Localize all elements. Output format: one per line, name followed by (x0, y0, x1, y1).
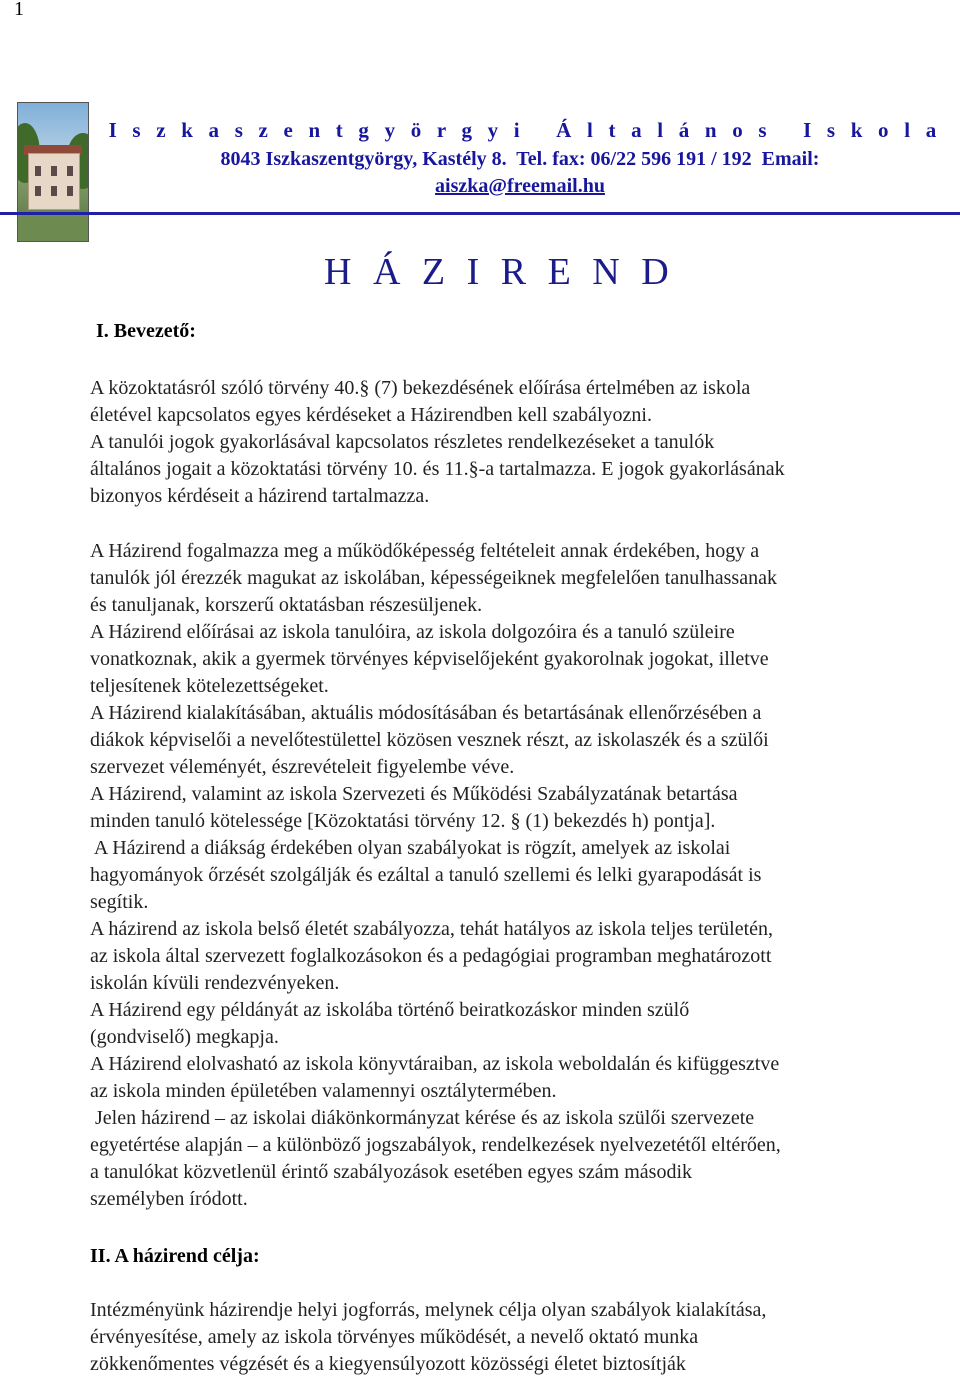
text-line: tanulók jól érezzék magukat az iskolában, képességeiknek megfelelően tanulhassanak (90, 567, 777, 589)
text-line: az iskola által szervezett foglalkozásokon és a pedagógiai programban meghatározott (90, 945, 772, 967)
text-line: A tanulói jogok gyakorlásával kapcsolatos részletes rendelkezéseket a tanulók (90, 431, 715, 453)
section-heading-intro: I. Bevezető: (96, 320, 196, 342)
goal-paragraph (90, 1297, 920, 1378)
text-line: A Házirend elolvasható az iskola könyvtáraiban, az iskola weboldalán és kifüggesztve (90, 1053, 780, 1075)
text-line: személyben íródott. (90, 1188, 248, 1210)
page-number: 1 (14, 0, 24, 20)
text-line: zökkenőmentes végzését és a kiegyensúlyozott közösségi életet biztosítják (90, 1353, 686, 1375)
text-line: szervezet véleményét, észrevételeit figyelembe véve. (90, 756, 515, 778)
text-line: A Házirend a diákság érdekében olyan szabályokat is rögzít, amelyek az iskolai (90, 837, 731, 859)
text-line: A közoktatásról szóló törvény 40.§ (7) bekezdésének előírása értelmében az iskola (90, 377, 751, 399)
text-line: A Házirend egy példányát az iskolába történő beiratkozáskor minden szülő (90, 999, 690, 1021)
text-line: A Házirend kialakításában, aktuális módosításában és betartásának ellenőrzésében a (90, 702, 762, 724)
text-line: a tanulókat közvetlenül érintő szabályozások esetében egyes szám második (90, 1161, 693, 1183)
text-line: és tanuljanak, korszerű oktatásban részesüljenek. (90, 594, 483, 616)
section-heading-goal: II. A házirend célja: (90, 1245, 260, 1267)
email-link[interactable]: aiszka@freemail.hu (435, 175, 605, 197)
text-line: hagyományok őrzését szolgálják és ezáltal a tanuló szellemi és lelki gyarapodását is (90, 864, 762, 886)
text-line: A házirend az iskola belső életét szabályozza, tehát hatályos az iskola teljes területén, (90, 918, 774, 940)
text-line: Intézményünk házirendje helyi jogforrás, melynek célja olyan szabályok kialakítása, (90, 1299, 767, 1321)
text-line: Jelen házirend – az iskolai diákönkormányzat kérése és az iskola szülői szervezete (90, 1107, 755, 1129)
text-line: minden tanuló kötelessége [Közoktatási törvény 12. § (1) bekezdés h) pontja]. (90, 810, 716, 832)
text-line: A Házirend, valamint az iskola Szervezeti és Működési Szabályzatának betartása (90, 783, 738, 805)
text-line: A Házirend fogalmazza meg a működőképesség feltételeit annak érdekében, hogy a (90, 540, 760, 562)
school-address (90, 146, 950, 200)
address-line: 8043 Iszkaszentgyörgy, Kastély 8. Tel. fax: 06/22 596 191 / 192 Email: (220, 148, 820, 170)
text-line: teljesítenek kötelezettségeket. (90, 675, 329, 697)
document-title: H Á Z I R E N D (324, 251, 675, 293)
text-line: az iskola minden épületében valamennyi osztálytermében. (90, 1080, 557, 1102)
text-line: bizonyos kérdéseit a házirend tartalmazza. (90, 485, 430, 507)
text-line: iskolán kívüli rendezvényeken. (90, 972, 340, 994)
body-paragraphs (90, 538, 920, 1213)
school-building-logo (17, 102, 89, 242)
text-line: általános jogait a közoktatási törvény 10. és 11.§-a tartalmazza. E jogok gyakorlásának (90, 458, 785, 480)
intro-paragraph (90, 375, 920, 510)
text-line: érvényesítése, amely az iskola törvényes működését, a nevelő oktató munka (90, 1326, 699, 1348)
text-line: egyetértése alapján – a különböző jogszabályok, rendelkezések nyelvezetétől eltérően, (90, 1134, 781, 1156)
text-line: diákok képviselői a nevelőtestülettel közösen vesznek részt, az iskolaszék és a szülői (90, 729, 769, 751)
school-name: I s z k a s z e n t g y ö r g y i Á l t a l á n o s I s k o l a (108, 118, 942, 142)
text-line: A Házirend előírásai az iskola tanulóira, az iskola dolgozóira és a tanuló szüleire (90, 621, 735, 643)
text-line: vonatkoznak, akik a gyermek törvényes képviselőjeként gyakorolnak jogokat, illetve (90, 648, 769, 670)
text-line: segítik. (90, 891, 149, 913)
text-line: életével kapcsolatos egyes kérdéseket a Házirendben kell szabályozni. (90, 404, 652, 426)
header-divider (0, 212, 960, 215)
text-line: (gondviselő) megkapja. (90, 1026, 279, 1048)
